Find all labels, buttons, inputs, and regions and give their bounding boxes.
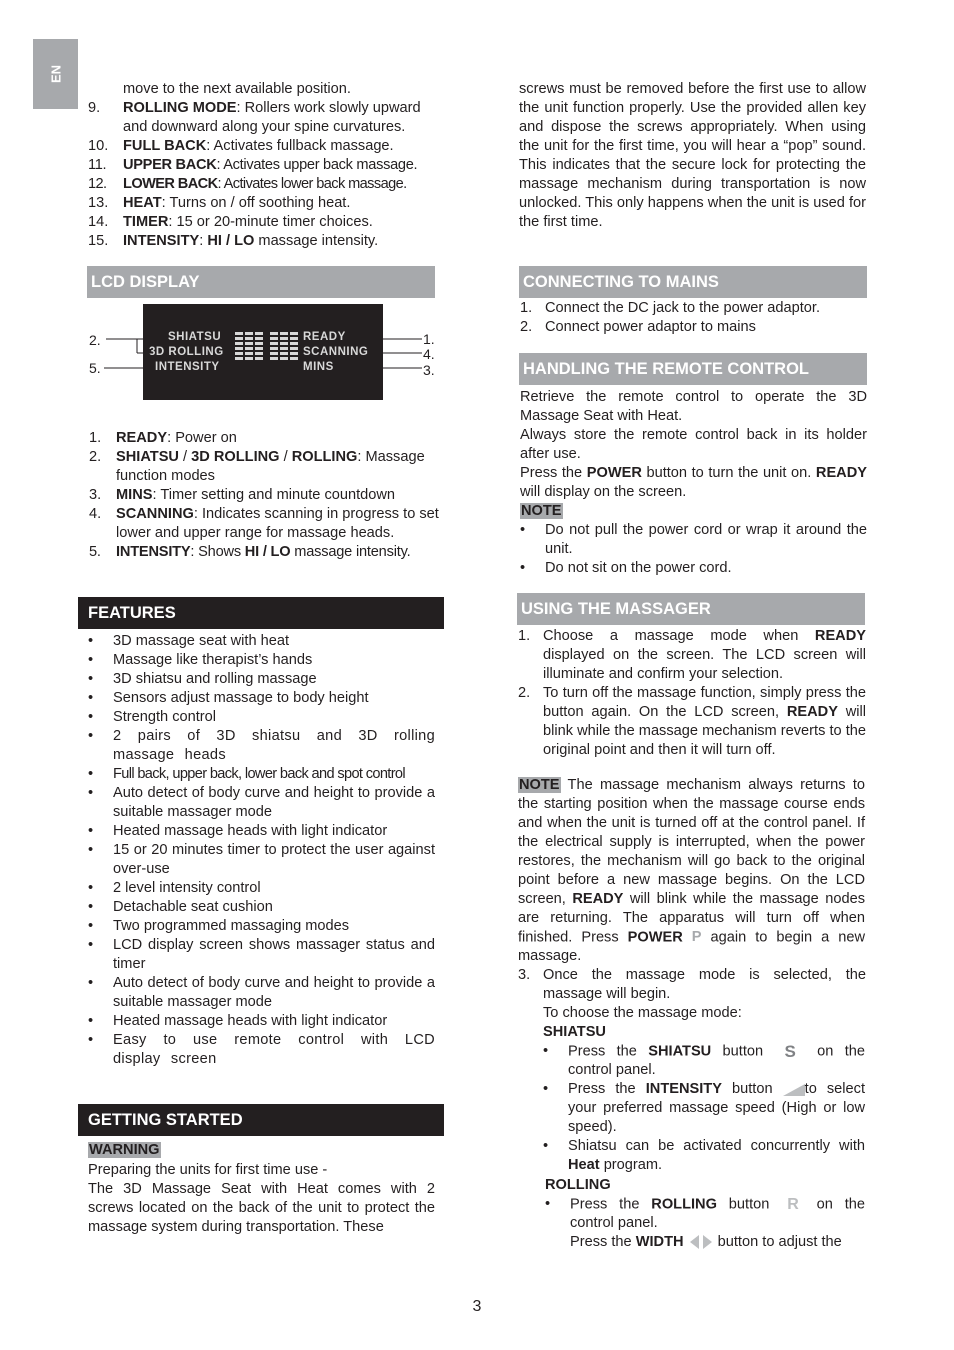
list-item: 2. Connect power adaptor to mains <box>520 319 756 335</box>
list-item: 2. SHIATSU / 3D ROLLING / ROLLING: Massage function modes <box>89 449 425 484</box>
list-item: • Easy to use remote control with LCD display screen <box>88 1031 435 1069</box>
remote-paragraph: Retrieve the remote control to operate the 3D Massage Seat with Heat. Always store the remote control back in its holder after use. Press the POWER button to turn the unit on. READY will display on the screen. NOTE <box>520 389 867 519</box>
using-step-3 <box>518 966 866 1004</box>
choose-mode-text: To choose the massage mode: <box>543 1005 742 1021</box>
language-label: EN <box>48 64 63 84</box>
callout-label: 5. <box>89 360 101 376</box>
control-list <box>88 99 438 251</box>
page-number: 3 <box>472 1298 482 1315</box>
list-item: 1. READY: Power on <box>89 430 237 446</box>
lcd-label-mins: MINS <box>303 361 334 373</box>
list-item: • 3D shiatsu and rolling massage <box>88 670 435 689</box>
list-item: 1. Connect the DC jack to the power adaptor. <box>520 300 821 316</box>
using-massager-heading: USING THE MASSAGER <box>517 593 865 625</box>
list-item: 2. To turn off the massage function, simply press the button again. On the LCD screen, READY will blink while the massage mechanism reverts to the original point and then it will turn off. <box>518 685 866 758</box>
list-item: 3. Once the massage mode is selected, the massage will begin. <box>518 967 866 1002</box>
power-p-icon: P <box>691 929 702 945</box>
width-arrows-icon <box>688 1235 714 1249</box>
lcd-label-3d-rolling: 3D ROLLING <box>149 346 224 358</box>
list-item: • 15 or 20 minutes timer to protect the user against over-use <box>88 841 435 879</box>
rolling-subheading: ROLLING <box>545 1177 611 1193</box>
list-item: • Full back, upper back, lower back and spot control <box>88 765 435 784</box>
list-item: • LCD display screen shows massager status and timer <box>88 936 435 974</box>
list-item: • Press the SHIATSU button S on the control panel. <box>543 1042 865 1080</box>
list-item: • 2 level intensity control <box>88 879 435 898</box>
list-item: 14. TIMER: 15 or 20-minute timer choices. <box>88 214 373 230</box>
list-item: 11. UPPER BACK: Activates upper back massage. <box>88 157 418 173</box>
list-item: • Two programmed massaging modes <box>88 917 435 936</box>
preparing-text: Preparing the units for first time use - <box>88 1162 328 1178</box>
callout-label: 2. <box>89 332 101 348</box>
list-item: • Auto detect of body curve and height to provide a suitable massager mode <box>88 974 435 1012</box>
language-tab <box>33 39 78 109</box>
screws-text: The 3D Massage Seat with Heat comes with 2 screws located on the back of the unit to protect the massage system during transportation. These <box>88 1181 435 1235</box>
rolling-steps <box>545 1195 865 1233</box>
lcd-callout-lines <box>100 330 440 380</box>
list-item: • Do not pull the power cord or wrap it around the unit. <box>520 521 867 559</box>
callout-label: 4. <box>423 346 435 362</box>
list-item: 13. HEAT: Turns on / off soothing heat. <box>88 195 351 211</box>
remote-notes <box>520 521 867 578</box>
list-item: • Auto detect of body curve and height to provide a suitable massager mode <box>88 784 435 822</box>
lcd-label-scanning: SCANNING <box>303 346 369 358</box>
list-item: • Shiatsu can be activated concurrently with Heat program. <box>543 1137 865 1175</box>
lcd-label-shiatsu: SHIATSU <box>168 331 222 343</box>
features-heading: FEATURES <box>78 597 444 629</box>
rolling-r-icon: R <box>787 1196 799 1213</box>
width-text: Press the WIDTH button to adjust the <box>570 1234 842 1250</box>
lcd-legend-list <box>89 429 439 562</box>
list-item: • Heated massage heads with light indicator <box>88 822 435 841</box>
note-label: NOTE <box>521 503 562 519</box>
list-item: • 3D massage seat with heat <box>88 632 435 651</box>
continuation-text: move to the next available position. <box>123 81 351 97</box>
callout-label: 1. <box>423 331 435 347</box>
list-item: 1. Choose a massage mode when READY displayed on the screen. The LCD screen will illuminate and confirm your selection. <box>518 628 866 682</box>
shiatsu-subheading: SHIATSU <box>543 1024 606 1040</box>
connecting-mains-heading: CONNECTING TO MAINS <box>519 266 867 298</box>
list-item: • Detachable seat cushion <box>88 898 435 917</box>
screws-continued-text: screws must be removed before the first use to allow the unit function properly. Use the provided allen key and dispose the screws appropriately. When using the unit for the first time, you will hear a “pop” sound. This indicates that the secure lock for protecting the massage mechanism during transportation is now unlocked. This only happens when the unit is used for the first time. <box>519 81 866 230</box>
note-label: NOTE <box>519 777 560 793</box>
list-item: • 2 pairs of 3D shiatsu and 3D rolling massage heads <box>88 727 435 765</box>
list-item: 5. INTENSITY: Shows HI / LO massage intensity. <box>89 544 411 560</box>
callout-label: 3. <box>423 362 435 378</box>
shiatsu-s-icon: S <box>784 1042 796 1061</box>
remote-control-heading: HANDLING THE REMOTE CONTROL <box>519 353 867 385</box>
list-item: • Strength control <box>88 708 435 727</box>
list-item: 10. FULL BACK: Activates fullback massage. <box>88 138 394 154</box>
list-item: • Press the ROLLING button R on the control panel. <box>545 1195 865 1233</box>
list-item: • Heated massage heads with light indicator <box>88 1012 435 1031</box>
features-list <box>88 632 435 1069</box>
warning-label: WARNING <box>89 1142 160 1158</box>
list-item: • Do not sit on the power cord. <box>520 559 867 578</box>
getting-started-heading: GETTING STARTED <box>78 1104 444 1136</box>
lcd-display-heading: LCD DISPLAY <box>87 266 435 298</box>
intensity-wedge-icon <box>783 1084 805 1096</box>
shiatsu-steps <box>543 1042 865 1175</box>
list-item: • Press the INTENSITY button to select your preferred massage speed (High or low speed). <box>543 1080 865 1137</box>
lcd-label-ready: READY <box>303 331 346 343</box>
list-item: 12. LOWER BACK: Activates lower back massage. <box>88 176 407 192</box>
list-item: 3. MINS: Timer setting and minute countdown <box>89 487 396 503</box>
lcd-label-intensity: INTENSITY <box>155 361 220 373</box>
list-item: 4. SCANNING: Indicates scanning in progress to set lower and upper range for massage heads. <box>89 506 439 541</box>
list-item: • Sensors adjust massage to body height <box>88 689 435 708</box>
list-item: 9. ROLLING MODE: Rollers work slowly upward and downward along your spine curvatures. <box>88 100 421 135</box>
massager-note: NOTE The massage mechanism always returns to the starting position when the massage course ends and when the unit is turned off at the control panel. If the electrical supply is interrupted, when the power restores, the mechanism will go back to the original point before a new massage begins. On the LCD screen, READY will blink while the massage nodes are returning. The apparatus will turn off when finished. Press POWER P again to begin a new massage. <box>518 777 865 965</box>
list-item: 15. INTENSITY: HI / LO massage intensity. <box>88 233 379 249</box>
list-item: • Massage like therapist’s hands <box>88 651 435 670</box>
mains-steps <box>520 299 867 337</box>
using-steps <box>518 627 866 760</box>
